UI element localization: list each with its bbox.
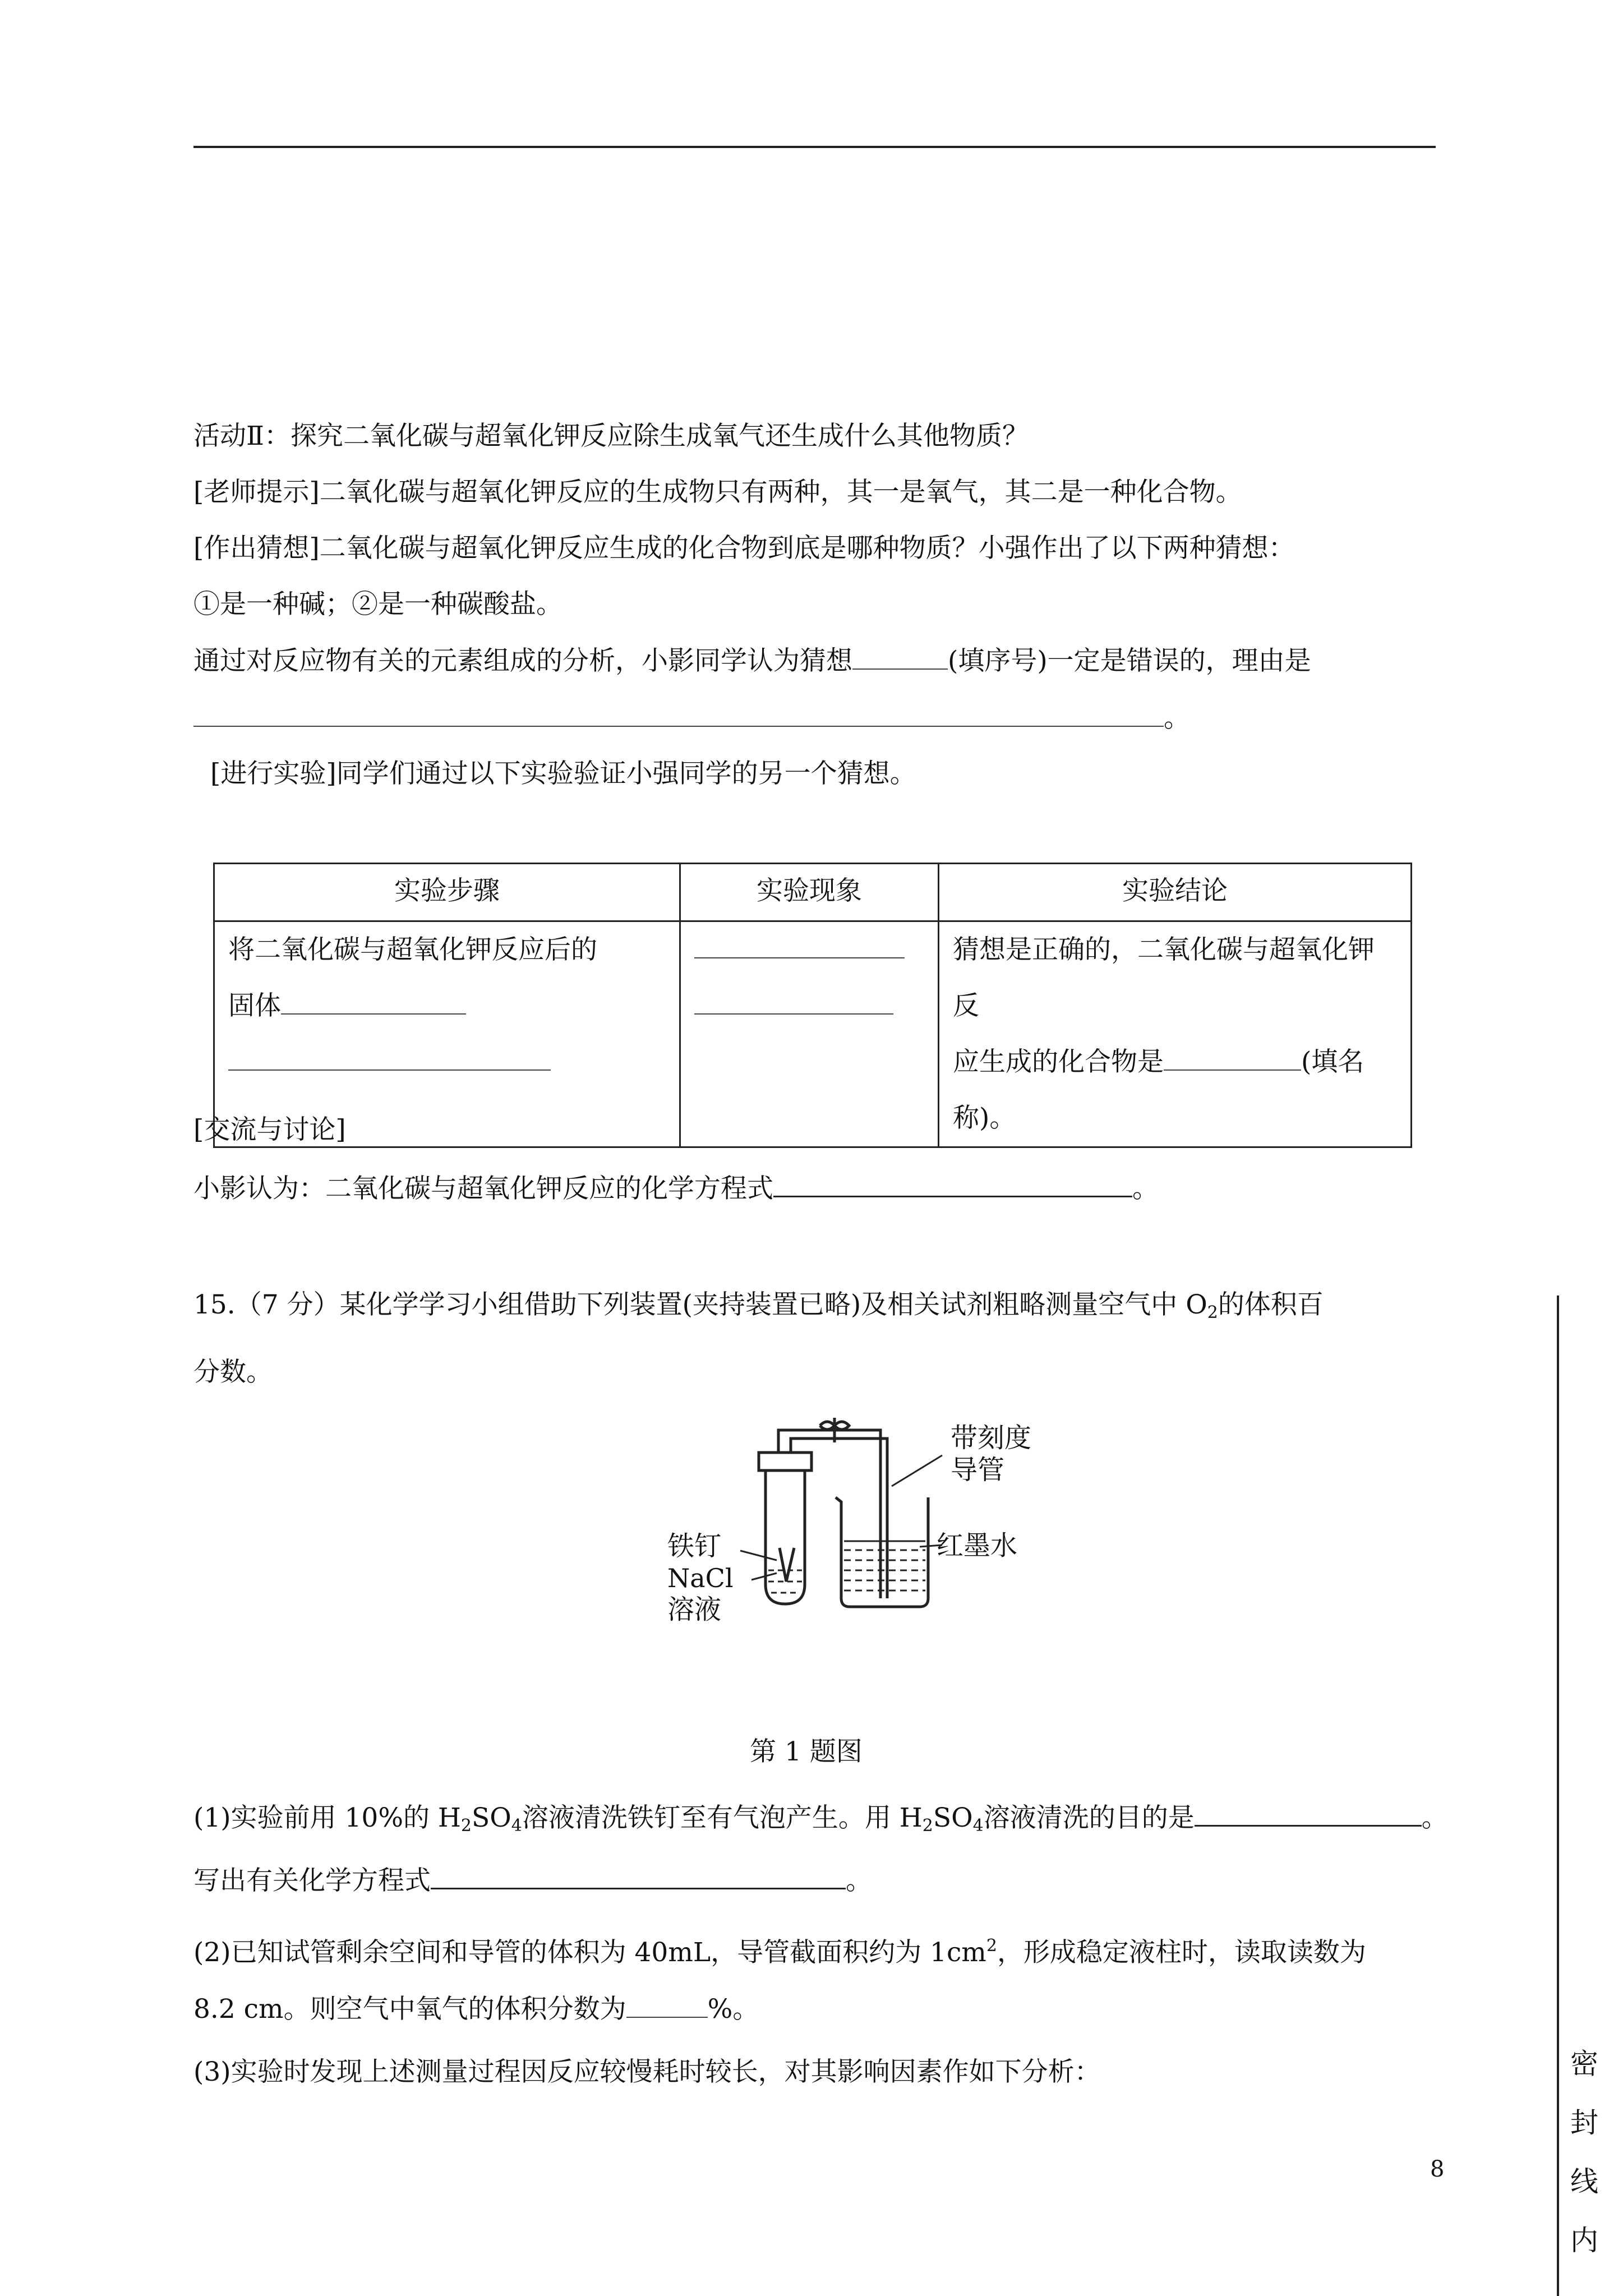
analysis-line bbox=[193, 644, 1311, 678]
step-text-1: 将二氧化碳与超氧化钾反应后的 bbox=[228, 934, 597, 965]
p1-text-c: 溶液清洗铁钉至有气泡产生。用 H bbox=[522, 1802, 923, 1833]
equation-blank-2[interactable] bbox=[431, 1863, 846, 1889]
p2-text-a: (2)已知试管剩余空间和导管的体积为 40mL，导管截面积约为 1cm bbox=[193, 1937, 986, 1968]
test-tube bbox=[766, 1469, 805, 1604]
p1-line2-text: 写出有关化学方程式 bbox=[193, 1865, 431, 1896]
q15-p2 bbox=[193, 1929, 1366, 1970]
apparatus-figure bbox=[656, 1413, 1060, 1649]
p1-sub-c: 2 bbox=[922, 1816, 933, 1836]
p2-sup: 2 bbox=[986, 1936, 997, 1956]
apparatus-drawing bbox=[656, 1413, 1060, 1649]
q15-intro-a: 15.（7 分）某化学学习小组借助下列装置(夹持装置已略)及相关试剂粗略测量空气中 O bbox=[193, 1289, 1207, 1320]
p1-sub-d: 4 bbox=[972, 1816, 984, 1836]
purpose-blank[interactable] bbox=[1195, 1800, 1422, 1827]
p1-text-b: SO bbox=[472, 1802, 511, 1833]
conclusion-text-1: 猜想是正确的，二氧化碳与超氧化钾反 bbox=[953, 934, 1375, 1021]
guess-options: ①是一种碱；②是一种碳酸盐。 bbox=[193, 589, 562, 620]
step-blank-2[interactable] bbox=[228, 1045, 551, 1071]
q15-p1 bbox=[193, 1800, 1448, 1843]
p2-text-b: ，形成稳定液柱时，读取读数为 bbox=[997, 1937, 1366, 1968]
q15-p1-line2 bbox=[193, 1863, 872, 1898]
step-text-2: 固体 bbox=[228, 990, 281, 1021]
label-solution: 溶液 bbox=[667, 1594, 722, 1625]
analysis-text-a: 通过对反应物有关的元素组成的分析，小影同学认为猜想 bbox=[193, 646, 852, 676]
activity-title: 活动Ⅱ：探究二氧化碳与超氧化钾反应除生成氧气还生成什么其他物质？ bbox=[193, 421, 1029, 451]
label-graduated-tube-1: 带刻度 bbox=[951, 1422, 1032, 1454]
page-number: 8 bbox=[1430, 2156, 1445, 2182]
phenomenon-cell bbox=[680, 921, 939, 1147]
conclusion-cell bbox=[939, 921, 1412, 1147]
phenomenon-line-1 bbox=[694, 922, 924, 978]
discussion-line bbox=[193, 1171, 1159, 1206]
p2-line2-text: 8.2 cm。则空气中氧气的体积分数为 bbox=[193, 1994, 626, 2025]
conclusion-text-2b: (填名 bbox=[1301, 1046, 1364, 1077]
tube-stopper bbox=[759, 1453, 811, 1470]
reason-blank[interactable] bbox=[193, 701, 1164, 727]
p1-text-a: (1)实验前用 10%的 H bbox=[193, 1802, 461, 1833]
header-rule bbox=[193, 146, 1436, 148]
reason-period: 。 bbox=[1164, 703, 1190, 734]
binding-line bbox=[1557, 1295, 1559, 2296]
figure-caption: 第 1 题图 bbox=[750, 1736, 863, 1767]
header-conclusion: 实验结论 bbox=[939, 864, 1412, 921]
reason-line bbox=[193, 701, 1190, 735]
side-char-4: 内 bbox=[1570, 2224, 1598, 2257]
label-red-ink: 红墨水 bbox=[937, 1530, 1018, 1561]
conclusion-text-2: 应生成的化合物是 bbox=[953, 1046, 1164, 1077]
p2-line2-unit: %。 bbox=[707, 1994, 759, 2025]
q15-intro-sub: 2 bbox=[1207, 1303, 1218, 1322]
phenomenon-blank-1[interactable] bbox=[694, 933, 905, 958]
label-nacl: NaCl bbox=[667, 1563, 734, 1593]
step-line-3 bbox=[228, 1034, 666, 1090]
conclusion-line-2 bbox=[953, 1034, 1397, 1090]
p1-text-e: 溶液清洗的目的是 bbox=[983, 1802, 1195, 1833]
side-char-2: 封 bbox=[1570, 2106, 1598, 2139]
label-graduated-tube-2: 导管 bbox=[951, 1454, 1005, 1486]
discussion-title: [交流与讨论] bbox=[193, 1114, 346, 1145]
p1-period: 。 bbox=[1421, 1802, 1448, 1833]
step-blank-1[interactable] bbox=[281, 989, 466, 1015]
header-phenomenon: 实验现象 bbox=[680, 864, 939, 921]
p1-sub-a: 2 bbox=[460, 1816, 472, 1836]
oxygen-percent-blank[interactable] bbox=[626, 1992, 708, 2018]
header-step: 实验步骤 bbox=[214, 864, 680, 921]
side-char-3: 线 bbox=[1570, 2165, 1598, 2198]
compound-name-blank[interactable] bbox=[1164, 1045, 1301, 1071]
guess-number-blank[interactable] bbox=[852, 644, 948, 670]
p1-text-d: SO bbox=[933, 1802, 973, 1833]
q15-intro bbox=[193, 1288, 1324, 1330]
label-iron-nail: 铁钉 bbox=[667, 1530, 722, 1562]
q15-intro-c: 分数。 bbox=[193, 1357, 273, 1387]
phenomenon-blank-2[interactable] bbox=[694, 989, 893, 1015]
experiment-intro: [进行实验]同学们通过以下实验验证小强同学的另一个猜想。 bbox=[210, 758, 916, 789]
q15-p3: (3)实验时发现上述测量过程因反应较慢耗时较长，对其影响因素作如下分析： bbox=[193, 2057, 1101, 2087]
discussion-text: 小影认为：二氧化碳与超氧化钾反应的化学方程式 bbox=[193, 1173, 773, 1204]
phenomenon-line-2 bbox=[694, 978, 924, 1034]
discussion-period: 。 bbox=[1132, 1173, 1159, 1204]
p1-sub-b: 4 bbox=[511, 1816, 522, 1836]
clamp-right bbox=[834, 1422, 849, 1430]
q15-p2-line2 bbox=[193, 1992, 759, 2026]
iron-nail bbox=[780, 1548, 794, 1582]
p1-line2-period: 。 bbox=[846, 1865, 872, 1896]
guess: [作出猜想]二氧化碳与超氧化钾反应生成的化合物到底是哪种物质？小强作出了以下两种猜想： bbox=[193, 533, 1295, 564]
equation-blank[interactable] bbox=[773, 1171, 1132, 1197]
conclusion-text-3: 称)。 bbox=[953, 1103, 1016, 1133]
analysis-text-b: (填序号)一定是错误的，理由是 bbox=[948, 646, 1311, 676]
q15-intro-b: 的体积百 bbox=[1218, 1289, 1324, 1320]
step-line-2 bbox=[228, 978, 666, 1034]
side-char-1: 密 bbox=[1570, 2048, 1598, 2080]
experiment-table bbox=[213, 863, 1412, 1148]
teacher-hint: [老师提示]二氧化碳与超氧化钾反应的生成物只有两种，其一是氧气，其二是一种化合物。 bbox=[193, 477, 1242, 508]
clamp-left bbox=[820, 1422, 834, 1430]
